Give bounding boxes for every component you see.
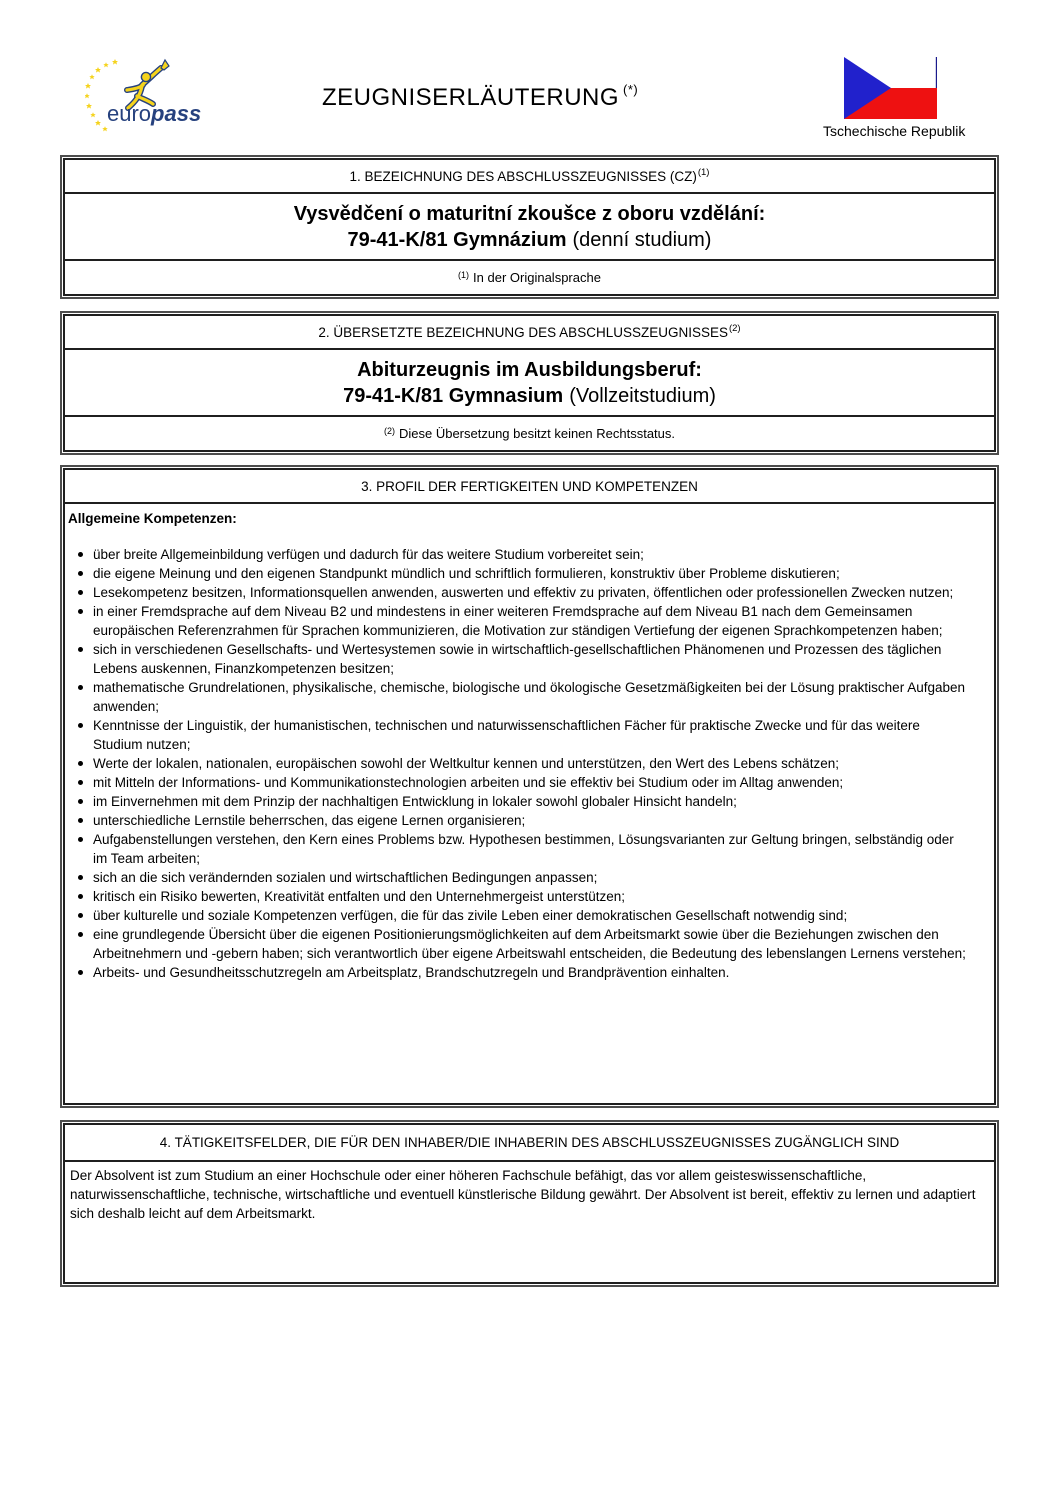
certificate-title-translated-line1: Abiturzeugnis im Ausbildungsberuf:	[357, 358, 702, 381]
section-1-header	[65, 160, 994, 194]
list-item: eine grundlegende Übersicht über die eigenen Positionierungsmöglichkeiten auf dem Arbeitsmarkt sowie über die Beziehungen zwischen den Arbeitnehmern und -gebern haben; sich verantwortlich über eigene Arbeitswahl entscheiden, die Bedeutung des lebenslangen Lernens verstehen;	[78, 925, 982, 963]
study-form-translated: (Vollzeitstudium)	[569, 384, 716, 407]
bullet-icon	[78, 875, 83, 880]
list-item: Werte der lokalen, nationalen, europäischen sowohl der Weltkultur kennen und unterstützen, den Wert des Lebens schätzen;	[78, 754, 982, 773]
logo-text	[107, 101, 201, 126]
list-item: im Einvernehmen mit dem Prinzip der nachhaltigen Entwicklung in lokaler sowohl globaler Hinsicht handeln;	[78, 792, 982, 811]
bullet-icon	[78, 685, 83, 690]
footnote-1-superscript: (1)	[458, 269, 470, 280]
section-3-header	[65, 470, 994, 504]
section-1-header-superscript: (1)	[697, 166, 710, 178]
list-item: Aufgabenstellungen verstehen, den Kern eines Problems bzw. Hypothesen bestimmen, Lösungsvarianten zur Geltung bringen, selbständig oder im Team arbeiten;	[78, 830, 982, 868]
bullet-icon	[78, 894, 83, 899]
bullet-icon	[78, 818, 83, 823]
list-item: Lesekompetenz besitzen, Informationsquellen anwenden, auswerten und effektiv zu privaten, öffentlichen oder professionellen Zwecken nutzen;	[78, 583, 982, 602]
certificate-title-translated-line2	[343, 383, 716, 409]
logo-text-euro: euro	[107, 101, 152, 126]
section-2-header	[65, 316, 994, 350]
list-item: über breite Allgemeinbildung verfügen und dadurch für das weitere Studium vorbereitet sein;	[78, 545, 982, 564]
bullet-icon	[78, 799, 83, 804]
list-item: Arbeits- und Gesundheitsschutzregeln am Arbeitsplatz, Brandschutzregeln und Brandprävention einhalten.	[78, 963, 982, 982]
certificate-code-translated: 79-41-K/81 Gymnasium	[343, 384, 564, 407]
section-3-header-text: 3. PROFIL DER FERTIGKEITEN UND KOMPETENZEN	[361, 478, 698, 494]
section-1-footnote	[65, 261, 994, 294]
bullet-icon	[78, 552, 83, 557]
czech-flag-icon	[844, 57, 937, 119]
list-item: kritisch ein Risiko bewerten, Kreativität entfalten und den Unternehmergeist unterstützen;	[78, 887, 982, 906]
list-item: mathematische Grundrelationen, physikalische, chemische, biologische und ökologische Gesetzmäßigkeiten bei der Lösung praktischer Aufgaben anwenden;	[78, 678, 982, 716]
section-2-header-superscript: (2)	[728, 322, 741, 334]
bullet-icon	[78, 761, 83, 766]
section-4-header	[65, 1125, 994, 1162]
section-2-translated-title	[63, 314, 996, 452]
bullet-icon	[78, 780, 83, 785]
section-2-header-text: 2. ÜBERSETZTE BEZEICHNUNG DES ABSCHLUSSZEUGNISSES	[318, 324, 728, 340]
bullet-icon	[78, 609, 83, 614]
list-item: sich in verschiedenen Gesellschafts- und Wertesystemen sowie in wirtschaftlich-gesellschaftlichen Phänomenen und Prozessen des täglichen Lebens auskennen, Finanzkompetenzen besitzen;	[78, 640, 982, 678]
certificate-title-original-line2	[348, 227, 712, 253]
bullet-icon	[78, 571, 83, 576]
section-4-header-text: 4. TÄTIGKEITSFELDER, DIE FÜR DEN INHABER/DIE INHABERIN DES ABSCHLUSSZEUGNISSES ZUGÄNGLICH SIND	[159, 1135, 900, 1150]
section-3-body	[65, 504, 994, 1103]
list-item: Kenntnisse der Linguistik, der humanistischen, technischen und naturwissenschaftlichen Fächer für praktische Zwecke und für das weitere Studium nutzen;	[78, 716, 982, 754]
certificate-code: 79-41-K/81 Gymnázium	[347, 228, 567, 251]
competency-list	[78, 545, 982, 982]
section-2-footnote	[65, 417, 994, 450]
list-item: über kulturelle und soziale Kompetenzen verfügen, die für das zivile Leben einer demokratischen Gesellschaft notwendig sind;	[78, 906, 982, 925]
footnote-2-superscript: (2)	[383, 425, 395, 436]
bullet-icon	[78, 837, 83, 842]
certificate-title-original-line1: Vysvědčení o maturitní zkoušce z oboru vzdělání:	[293, 202, 766, 225]
section-2-main	[65, 350, 994, 417]
section-4-occupational-fields	[63, 1123, 996, 1284]
section-4-body	[65, 1162, 994, 1282]
list-item: die eigene Meinung und den eigenen Standpunkt mündlich und schriftlich formulieren, konstruktiv über Probleme diskutieren;	[78, 564, 982, 583]
bullet-icon	[78, 932, 83, 937]
bullet-icon	[78, 913, 83, 918]
section-1-certificate-title	[63, 158, 996, 296]
competencies-subtitle: Allgemeine Kompetenzen:	[68, 511, 237, 526]
list-item: mit Mitteln der Informations- und Kommunikationstechnologien arbeiten und sie effektiv bei Studium oder im Alltag anwenden;	[78, 773, 982, 792]
page-title	[322, 84, 638, 112]
footnote-2-text: Diese Übersetzung besitzt keinen Rechtsstatus.	[398, 426, 676, 441]
bullet-icon	[78, 647, 83, 652]
study-form: (denní studium)	[572, 228, 712, 251]
footnote-1-text: In der Originalsprache	[473, 270, 601, 285]
page-title-superscript: (*)	[623, 82, 639, 97]
europass-logo-image	[85, 58, 230, 148]
list-item: sich an die sich verändernden sozialen und wirtschaftlichen Bedingungen anpassen;	[78, 868, 982, 887]
country-name: Tschechische Republik	[823, 123, 966, 139]
page-title-text: ZEUGNISERLÄUTERUNG	[322, 84, 620, 111]
list-item: in einer Fremdsprache auf dem Niveau B2 und mindestens in einer weiteren Fremdsprache auf dem Niveau B1 nach dem Gemeinsamen europäischen Referenzrahmen für Sprachen kommunizieren, die Motivation zur ständigen Vertiefung der eigenen Sprachkompetenzen haben;	[78, 602, 982, 640]
section-1-header-text: 1. BEZEICHNUNG DES ABSCHLUSSZEUGNISSES (CZ)	[349, 168, 697, 184]
europass-logo	[85, 58, 230, 148]
bullet-icon	[78, 970, 83, 975]
list-item: unterschiedliche Lernstile beherrschen, das eigene Lernen organisieren;	[78, 811, 982, 830]
occupational-fields-paragraph: Der Absolvent ist zum Studium an einer Hochschule oder einer höheren Fachschule befähigt, das vor allem geisteswissenschaftliche, naturwissenschaftliche, technische, wirtschaftliche und eventuell künstlerische Bildung gewährt. Der Absolvent ist bereit, effektiv zu lernen und adaptiert sich deshalb leicht auf dem Arbeitsmarkt.	[70, 1168, 976, 1221]
section-3-skills-profile	[63, 468, 996, 1105]
country-flag-block	[823, 57, 966, 139]
bullet-icon	[78, 723, 83, 728]
bullet-icon	[78, 590, 83, 595]
logo-text-pass: pass	[151, 101, 202, 126]
section-1-main	[65, 194, 994, 261]
